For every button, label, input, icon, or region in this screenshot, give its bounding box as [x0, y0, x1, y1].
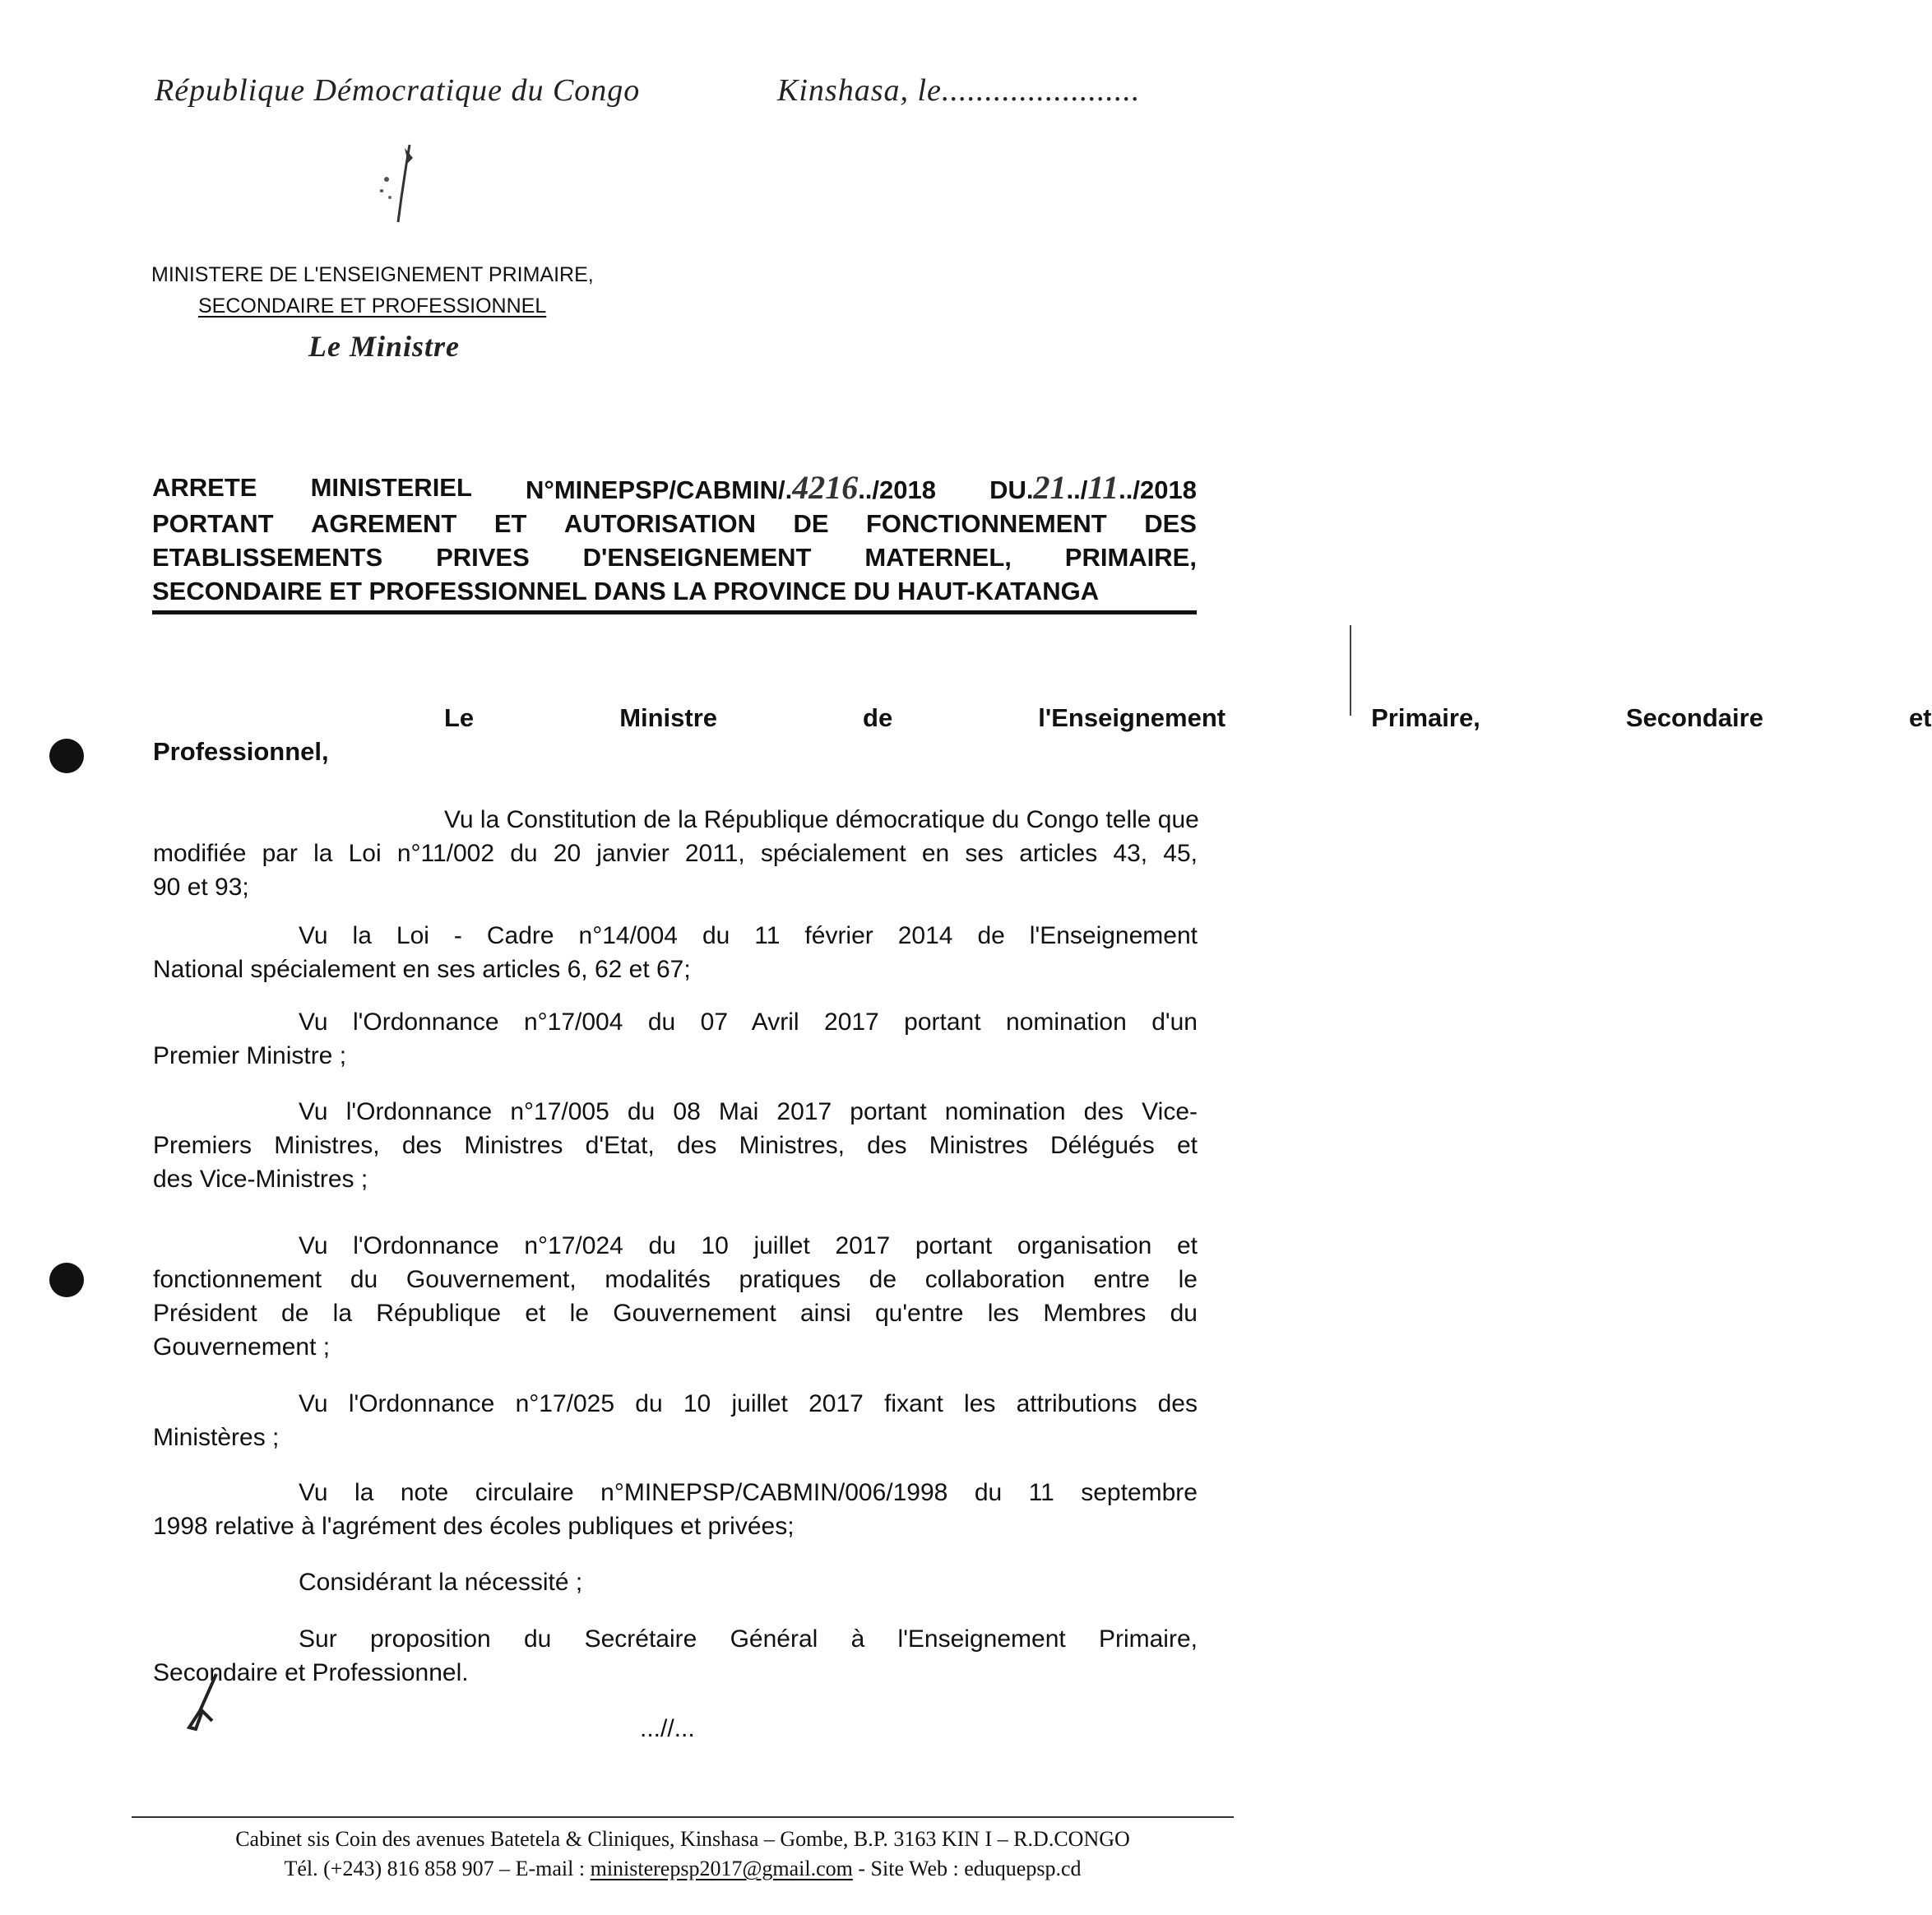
- vu-note-circulaire: Vu la note circulaire n°MINEPSP/CABMIN/006/1998 du 11 septembre 1998 relative à l'agrément des écoles publiques et privées;: [153, 1479, 1198, 1540]
- vu-ordonnance-17-004: Vu l'Ordonnance n°17/004 du 07 Avril 2017 portant nomination d'un Premier Ministre ;: [153, 1009, 1198, 1069]
- vu-ordonnance-17-025: Vu l'Ordonnance n°17/025 du 10 juillet 2017 fixant les attributions des Ministères ;: [153, 1390, 1198, 1451]
- title-line-4: SECONDAIRE ET PROFESSIONNEL DANS LA PROVINCE DU HAUT-KATANGA: [152, 577, 1100, 605]
- footer-email-link[interactable]: ministerepsp2017@gmail.com: [590, 1857, 853, 1880]
- scan-edge-mark: [1350, 625, 1351, 716]
- title-underline: [152, 610, 1197, 614]
- vu-ordonnance-17-024: Vu l'Ordonnance n°17/024 du 10 juillet 2017 portant organisation et fonctionnement du Gouvernement, modalités pratiques de collaboration entre le Président de la République et le Gouvernement ainsi qu'entre les Membres du Gouvernement ;: [153, 1232, 1198, 1361]
- footer-address: Cabinet sis Coin des avenues Batetela & Cliniques, Kinshasa – Gombe, B.P. 3163 KIN I – R.D.CONGO: [235, 1827, 1130, 1851]
- ministry-line-1: MINISTERE DE L'ENSEIGNEMENT PRIMAIRE,: [151, 263, 594, 286]
- considerant-paragraph: Considérant la nécessité ;: [299, 1569, 583, 1596]
- place-date: Kinshasa, le.......................: [777, 73, 1141, 108]
- title-line-3: ETABLISSEMENTS PRIVES D'ENSEIGNEMENT MATERNEL, PRIMAIRE,: [152, 543, 1197, 572]
- footer-rule: [132, 1816, 1234, 1818]
- punch-hole-bottom: [49, 1263, 84, 1297]
- vu-loi-cadre: Vu la Loi - Cadre n°14/004 du 11 février 2014 de l'Enseignement National spécialement en ses articles 6, 62 et 67;: [153, 922, 1198, 983]
- emblem-mark-icon: [362, 140, 436, 230]
- title-line-2: PORTANT AGREMENT ET AUTORISATION DE FONCTIONNEMENT DES: [152, 509, 1197, 538]
- decree-number-handwritten: 4216: [792, 469, 859, 506]
- punch-hole-top: [49, 739, 84, 773]
- title-line-1: ARRETE MINISTERIEL N°MINEPSP/CABMIN/.4216../2018 DU.21../11../2018: [152, 469, 1197, 506]
- republic-heading: République Démocratique du Congo: [155, 73, 641, 108]
- continuation-mark: ...//...: [640, 1715, 695, 1742]
- vu-ordonnance-17-005: Vu l'Ordonnance n°17/005 du 08 Mai 2017 portant nomination des Vice- Premiers Ministres, des Ministres d'Etat, des Ministres, des Ministres Délégués et des Vice-Ministres ;: [153, 1098, 1198, 1193]
- decree-title: [152, 471, 1197, 608]
- decree-day-handwritten: 21: [1033, 469, 1067, 506]
- initial-mark-icon: [179, 1670, 229, 1736]
- ministry-line-2: SECONDAIRE ET PROFESSIONNEL: [198, 294, 547, 318]
- vu-constitution: Vu la Constitution de la République démocratique du Congo telle que modifiée par la Loi n°11/002 du 20 janvier 2011, spécialement en ses articles 43, 45, 90 et 93;: [153, 806, 1199, 901]
- decree-month-handwritten: 11: [1087, 469, 1119, 506]
- sur-proposition-paragraph: Sur proposition du Secrétaire Général à l'Enseignement Primaire, Secondaire et Professionnel.: [153, 1625, 1198, 1686]
- le-ministre-signature-title: Le Ministre: [308, 330, 461, 363]
- footer-contact: Tél. (+243) 816 858 907 – E-mail : ministerepsp2017@gmail.com - Site Web : eduquepsp.cd: [284, 1857, 1082, 1880]
- intro-paragraph: Le Ministre de l'Enseignement Primaire, Secondaire et Professionnel,: [153, 703, 1932, 766]
